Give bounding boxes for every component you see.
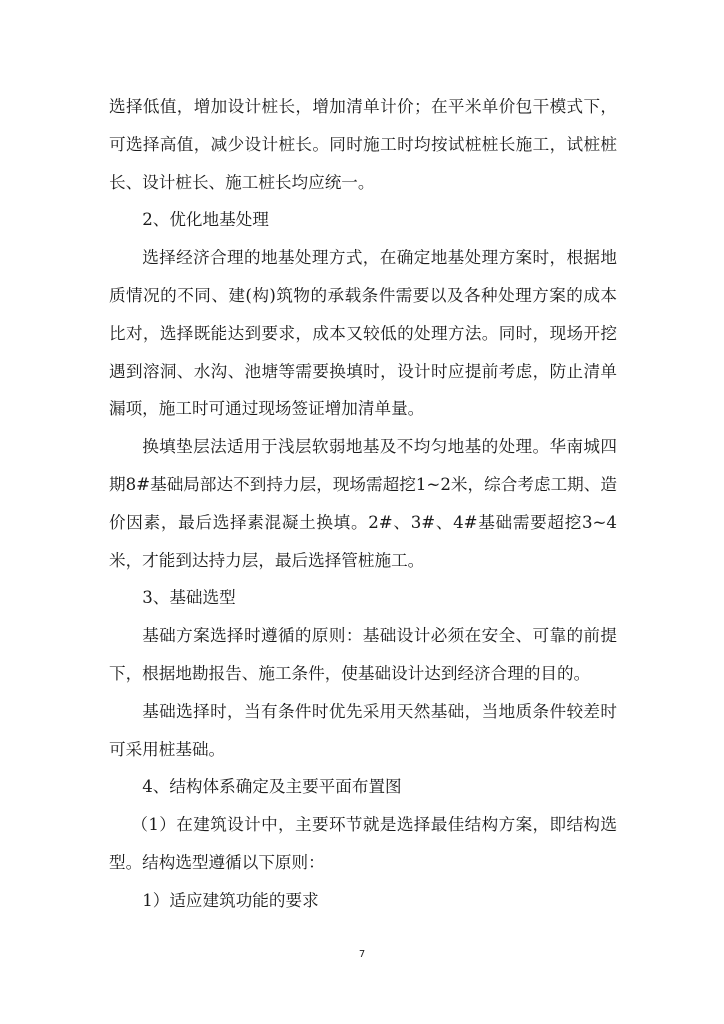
paragraph-foundation-principle: 基础方案选择时遵循的原则：基础设计必须在安全、可靠的前提下，根据地勘报告、施工条件，使基础设计达到经济合理的目的。 (109, 626, 617, 683)
paragraph-foundation-treatment: 选择经济合理的地基处理方式，在确定地基处理方案时，根据地质情况的不同、建(构)筑物的承载条件需要以及各种处理方案的成本比对，选择既能达到要求，成本又较低的处理方法。同时，现场开挖遇到溶洞、水沟、池塘等需要换填时，设计时应提前考虑，防止清单漏项，施工时可通过现场签证增加清单量。 (109, 248, 617, 419)
paragraph-foundation-selection: 基础选择时，当有条件时优先采用天然基础，当地质条件较差时可采用桩基础。 (109, 701, 617, 759)
section-heading-2: 2、优化地基处理 (142, 210, 269, 230)
section-heading-3: 3、基础选型 (142, 588, 236, 608)
page-body (109, 88, 617, 920)
section-heading-4: 4、结构体系确定及主要平面布置图 (142, 777, 402, 797)
paragraph-structure-selection: （1）在建筑设计中，主要环节就是选择最佳结构方案，即结构选型。结构选型遵循以下原则： (109, 815, 617, 872)
paragraph-replacement-cushion: 换填垫层法适用于浅层软弱地基及不均匀地基的处理。华南城四期8#基础局部达不到持力层，现场需超挖1~2米，综合考虑工期、造价因素，最后选择素混凝土换填。2#、3#、4#基础需要超挖3~4米，才能到达持力层，最后选择管桩施工。 (109, 437, 617, 570)
paragraph-continuation: 选择低值，增加设计桩长，增加清单计价；在平米单价包干模式下，可选择高值，减少设计桩长。同时施工时均按试桩桩长施工，试桩桩长、设计桩长、施工桩长均应统一。 (109, 97, 617, 192)
page-number: 7 (358, 949, 366, 960)
subheading-building-function: 1）适应建筑功能的要求 (142, 890, 319, 910)
